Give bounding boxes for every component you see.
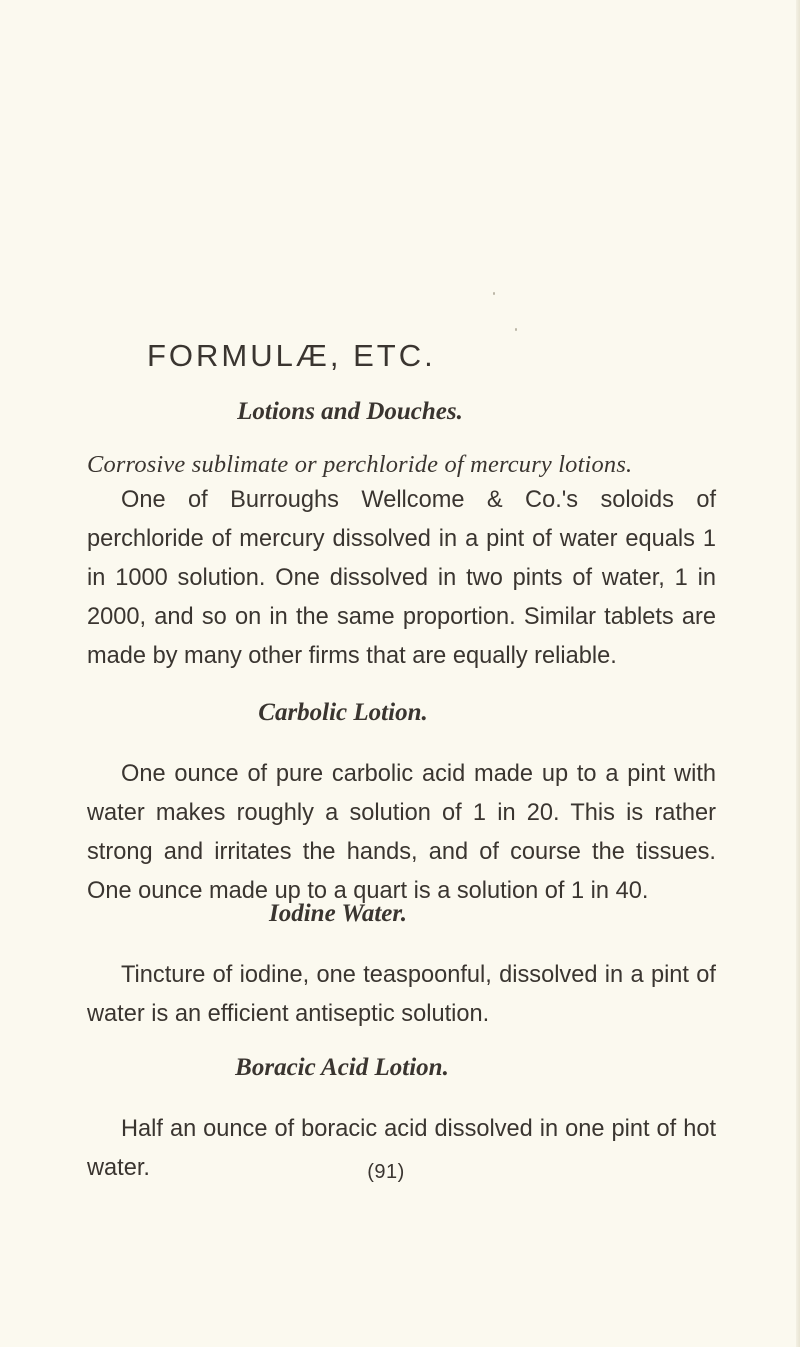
section-heading-lotions: Lotions and Douches.: [237, 398, 463, 425]
page-title: FORMULÆ, ETC.: [147, 338, 436, 373]
page-number: (91): [367, 1161, 405, 1183]
paragraph-iodine-water: Tincture of iodine, one teaspoonful, dissolved in a pint of water is an efficient antiseptic solution.: [87, 962, 716, 1027]
section-heading-iodine: Iodine Water.: [269, 900, 407, 927]
subheading-corrosive-sublimate: Corrosive sublimate or perchloride of mercury lotions.: [87, 451, 633, 478]
section-heading-carbolic: Carbolic Lotion.: [258, 699, 428, 726]
paper-speck: [515, 328, 517, 331]
section-heading-boracic: Boracic Acid Lotion.: [235, 1054, 449, 1081]
paper-speck: [493, 292, 495, 295]
paragraph-corrosive-sublimate: One of Burroughs Wellcome & Co.'s soloids of perchloride of mercury dissolved in a pint of water equals 1 in 1000 solution. One dissolved in two pints of water, 1 in 2000, and so on in the same proportion. Similar tablets are made by many other firms that are equally reliable.: [87, 487, 716, 669]
paragraph-boracic-acid-lotion: Half an ounce of boracic acid dissolved in one pint of hot water.: [87, 1116, 716, 1181]
paragraph-carbolic-lotion: One ounce of pure carbolic acid made up to a pint with water makes roughly a solution of 1 in 20. This is rather strong and irritates the hands, and of course the tissues. One ounce made up to a quart is a solution of 1 in 40.: [87, 761, 716, 904]
page-edge-shadow: [796, 0, 800, 1347]
